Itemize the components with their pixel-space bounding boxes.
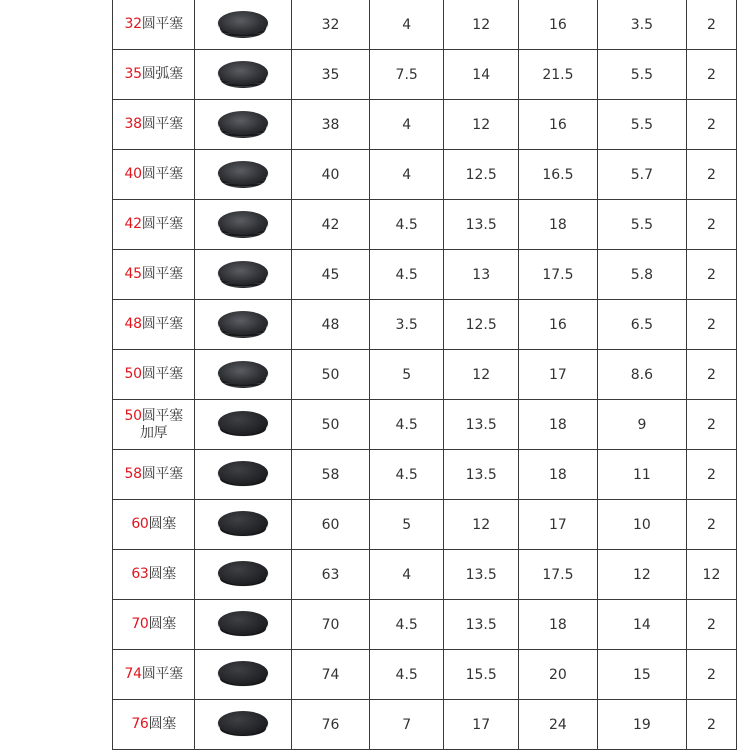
table-row [113, 450, 737, 500]
spec-value: 74 [292, 650, 370, 700]
spec-value: 4.5 [369, 650, 444, 700]
product-size: 76 [131, 716, 149, 732]
spec-value: 32 [292, 0, 370, 50]
spec-value: 14 [597, 600, 686, 650]
product-type: 圆平塞 [141, 466, 183, 482]
spec-value: 2 [686, 600, 736, 650]
round-plug-icon [216, 110, 270, 140]
spec-value: 63 [292, 550, 370, 600]
product-image-cell [195, 700, 292, 750]
spec-value: 18 [518, 400, 597, 450]
product-name-cell [113, 400, 195, 450]
product-size: 45 [124, 266, 142, 282]
product-image-cell [195, 300, 292, 350]
spec-value: 7.5 [369, 50, 444, 100]
spec-value: 12 [597, 550, 686, 600]
spec-value: 50 [292, 350, 370, 400]
product-image-cell [195, 400, 292, 450]
spec-table-body [113, 0, 737, 750]
spec-value: 5.5 [597, 200, 686, 250]
spec-value: 2 [686, 50, 736, 100]
table-row [113, 550, 737, 600]
spec-value: 13.5 [444, 450, 519, 500]
product-name-cell [113, 200, 195, 250]
spec-value: 10 [597, 500, 686, 550]
spec-value: 7 [369, 700, 444, 750]
product-type: 圆平塞 [141, 266, 183, 282]
spec-value: 6.5 [597, 300, 686, 350]
spec-value: 4 [369, 0, 444, 50]
spec-value: 2 [686, 450, 736, 500]
spec-value: 2 [686, 500, 736, 550]
spec-value: 4 [369, 150, 444, 200]
product-type: 圆塞 [148, 566, 176, 582]
spec-value: 21.5 [518, 50, 597, 100]
product-size: 60 [131, 516, 149, 532]
spec-value: 2 [686, 400, 736, 450]
spec-value: 2 [686, 300, 736, 350]
spec-value: 14 [444, 50, 519, 100]
spec-value: 13.5 [444, 200, 519, 250]
round-plug-icon [216, 310, 270, 340]
product-type: 圆平塞 [141, 16, 183, 32]
spec-value: 60 [292, 500, 370, 550]
table-row [113, 0, 737, 50]
spec-value: 17.5 [518, 550, 597, 600]
product-image-cell [195, 0, 292, 50]
spec-value: 12 [444, 500, 519, 550]
table-row [113, 300, 737, 350]
spec-value: 4.5 [369, 200, 444, 250]
spec-value: 3.5 [369, 300, 444, 350]
spec-value: 76 [292, 700, 370, 750]
product-name-cell [113, 300, 195, 350]
spec-value: 16.5 [518, 150, 597, 200]
spec-value: 17 [518, 350, 597, 400]
table-row [113, 400, 737, 450]
product-name-cell [113, 600, 195, 650]
table-row [113, 150, 737, 200]
product-image-cell [195, 250, 292, 300]
spec-value: 16 [518, 100, 597, 150]
product-variant: 加厚 [139, 424, 168, 441]
product-size: 63 [131, 566, 149, 582]
round-plug-icon [216, 60, 270, 90]
spec-value: 4.5 [369, 450, 444, 500]
spec-value: 5.5 [597, 50, 686, 100]
spec-value: 5 [369, 350, 444, 400]
table-row [113, 650, 737, 700]
spec-value: 11 [597, 450, 686, 500]
spec-value: 17 [518, 500, 597, 550]
spec-value: 5 [369, 500, 444, 550]
spec-value: 4 [369, 100, 444, 150]
round-plug-icon [216, 560, 270, 590]
product-size: 42 [124, 216, 142, 232]
product-name-cell [113, 550, 195, 600]
spec-value: 15.5 [444, 650, 519, 700]
spec-table [112, 0, 737, 750]
spec-value: 2 [686, 350, 736, 400]
spec-value: 2 [686, 100, 736, 150]
spec-value: 18 [518, 200, 597, 250]
round-plug-icon [216, 10, 270, 40]
spec-value: 12 [444, 0, 519, 50]
product-image-cell [195, 100, 292, 150]
product-type: 圆平塞 [141, 216, 183, 232]
spec-value: 5.8 [597, 250, 686, 300]
spec-value: 2 [686, 150, 736, 200]
product-type: 圆弧塞 [141, 66, 183, 82]
spec-value: 2 [686, 0, 736, 50]
product-size: 40 [124, 166, 142, 182]
product-image-cell [195, 350, 292, 400]
product-image-cell [195, 650, 292, 700]
product-size: 38 [124, 116, 142, 132]
product-size: 74 [124, 666, 142, 682]
product-name-cell [113, 350, 195, 400]
product-name-cell [113, 250, 195, 300]
product-type: 圆平塞 [141, 366, 183, 382]
spec-value: 8.6 [597, 350, 686, 400]
spec-value: 5.7 [597, 150, 686, 200]
spec-value: 2 [686, 250, 736, 300]
product-type: 圆平塞 [141, 666, 183, 682]
product-image-cell [195, 200, 292, 250]
product-size: 50 [124, 366, 142, 382]
product-size: 70 [131, 616, 149, 632]
round-plug-icon [216, 210, 270, 240]
spec-value: 13.5 [444, 400, 519, 450]
spec-value: 12 [686, 550, 736, 600]
spec-value: 4.5 [369, 400, 444, 450]
product-name-cell [113, 700, 195, 750]
round-plug-icon [216, 610, 270, 640]
table-row [113, 50, 737, 100]
spec-value: 2 [686, 650, 736, 700]
table-row [113, 100, 737, 150]
spec-value: 2 [686, 200, 736, 250]
spec-value: 16 [518, 0, 597, 50]
spec-value: 16 [518, 300, 597, 350]
product-image-cell [195, 600, 292, 650]
round-plug-icon [216, 460, 270, 490]
spec-value: 50 [292, 400, 370, 450]
product-type: 圆塞 [148, 616, 176, 632]
spec-value: 5.5 [597, 100, 686, 150]
spec-value: 12.5 [444, 300, 519, 350]
product-type: 圆平塞 [141, 116, 183, 132]
product-image-cell [195, 150, 292, 200]
product-type: 圆平塞 [141, 407, 183, 424]
spec-value: 45 [292, 250, 370, 300]
product-type: 圆平塞 [141, 316, 183, 332]
spec-value: 17 [444, 700, 519, 750]
spec-value: 4.5 [369, 250, 444, 300]
product-size: 35 [124, 66, 142, 82]
spec-value: 15 [597, 650, 686, 700]
spec-value: 18 [518, 600, 597, 650]
product-size: 50 [124, 407, 142, 424]
round-plug-icon [216, 660, 270, 690]
product-type: 圆平塞 [141, 166, 183, 182]
spec-value: 9 [597, 400, 686, 450]
spec-value: 48 [292, 300, 370, 350]
product-type: 圆塞 [148, 716, 176, 732]
table-row [113, 500, 737, 550]
spec-value: 19 [597, 700, 686, 750]
round-plug-icon [216, 260, 270, 290]
spec-value: 58 [292, 450, 370, 500]
spec-value: 35 [292, 50, 370, 100]
spec-value: 18 [518, 450, 597, 500]
spec-value: 4.5 [369, 600, 444, 650]
product-size: 48 [124, 316, 142, 332]
spec-value: 70 [292, 600, 370, 650]
table-row [113, 250, 737, 300]
product-size: 32 [124, 16, 142, 32]
round-plug-icon [216, 510, 270, 540]
spec-value: 24 [518, 700, 597, 750]
spec-value: 20 [518, 650, 597, 700]
spec-value: 38 [292, 100, 370, 150]
product-size: 58 [124, 466, 142, 482]
table-row [113, 350, 737, 400]
product-name-cell [113, 450, 195, 500]
product-image-cell [195, 550, 292, 600]
product-name-cell [113, 500, 195, 550]
round-plug-icon [216, 410, 270, 440]
spec-value: 13 [444, 250, 519, 300]
spec-value: 12 [444, 100, 519, 150]
product-name-cell [113, 0, 195, 50]
spec-value: 13.5 [444, 550, 519, 600]
table-row [113, 200, 737, 250]
spec-value: 4 [369, 550, 444, 600]
round-plug-icon [216, 160, 270, 190]
spec-value: 17.5 [518, 250, 597, 300]
product-image-cell [195, 500, 292, 550]
spec-value: 3.5 [597, 0, 686, 50]
spec-value: 12 [444, 350, 519, 400]
round-plug-icon [216, 710, 270, 740]
spec-value: 2 [686, 700, 736, 750]
product-type: 圆塞 [148, 516, 176, 532]
spec-value: 13.5 [444, 600, 519, 650]
spec-value: 42 [292, 200, 370, 250]
spec-value: 40 [292, 150, 370, 200]
spec-value: 12.5 [444, 150, 519, 200]
product-name-cell [113, 650, 195, 700]
table-row [113, 600, 737, 650]
product-image-cell [195, 450, 292, 500]
product-name-cell [113, 150, 195, 200]
product-image-cell [195, 50, 292, 100]
round-plug-icon [216, 360, 270, 390]
table-row [113, 700, 737, 750]
product-name-cell [113, 50, 195, 100]
product-name-cell [113, 100, 195, 150]
